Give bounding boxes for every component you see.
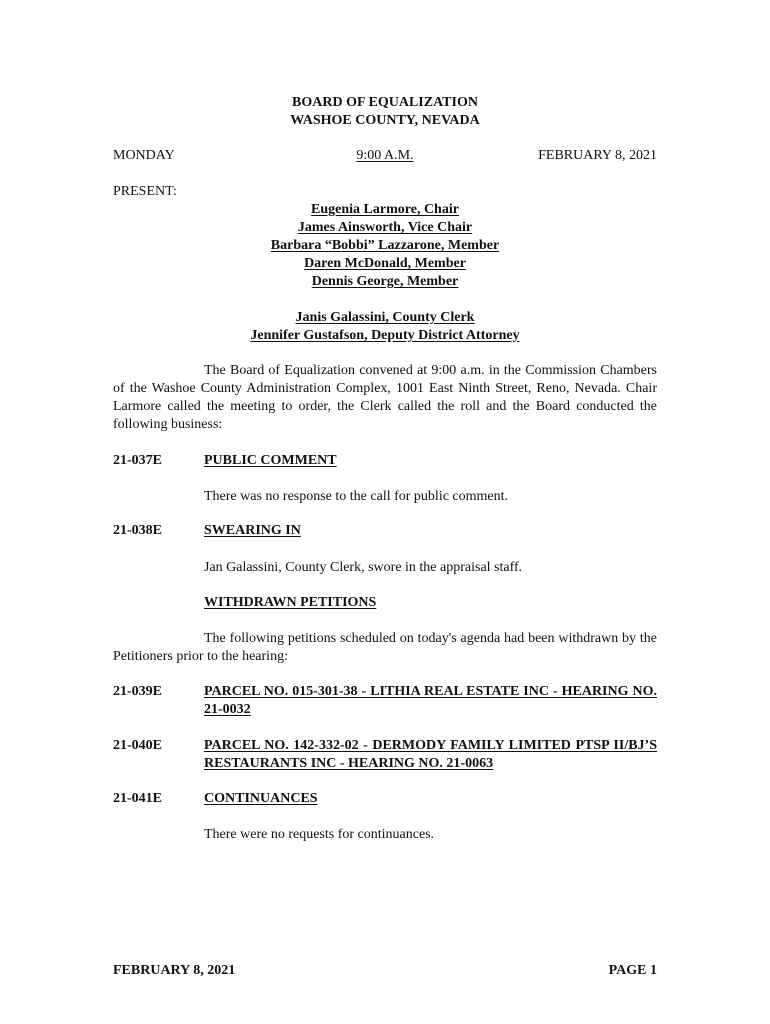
member-chair: Eugenia Larmore, Chair: [311, 202, 459, 217]
member-george: Dennis George, Member: [311, 274, 459, 289]
withdrawn-petitions-title: WITHDRAWN PETITIONS: [204, 595, 377, 610]
item-body-continuances: There were no requests for continuances.: [204, 827, 435, 842]
item-body-public-comment: There was no response to the call for public comment.: [204, 489, 509, 504]
item-title-continuances: CONTINUANCES: [204, 791, 318, 806]
item-number-039e: 21-039E: [113, 684, 162, 699]
item-number-037e: 21-037E: [113, 453, 162, 468]
footer-date: FEBRUARY 8, 2021: [113, 963, 236, 978]
meeting-date: FEBRUARY 8, 2021: [538, 148, 657, 163]
staff-deputy-da: Jennifer Gustafson, Deputy District Attorney: [250, 328, 520, 343]
meeting-time: 9:00 A.M.: [356, 148, 414, 163]
present-label: PRESENT:: [113, 184, 177, 199]
item-title-dermody: PARCEL NO. 142-332-02 - DERMODY FAMILY LIMITED PTSP II/BJ’S RESTAURANTS INC - HEARING NO. 21-0063: [204, 738, 657, 771]
meeting-day: MONDAY: [113, 148, 175, 163]
item-body-swearing-in: Jan Galassini, County Clerk, swore in the appraisal staff.: [204, 560, 523, 575]
item-title-public-comment: PUBLIC COMMENT: [204, 453, 337, 468]
document-title-line2: WASHOE COUNTY, NEVADA: [290, 113, 480, 128]
withdrawn-petitions-body: The following petitions scheduled on today's agenda had been withdrawn by the Petitioners prior to the hearing:: [113, 631, 657, 664]
staff-county-clerk: Janis Galassini, County Clerk: [295, 310, 475, 325]
member-lazzarone: Barbara “Bobbi” Lazzarone, Member: [270, 238, 500, 253]
item-title-swearing-in: SWEARING IN: [204, 523, 301, 538]
item-title-lithia: PARCEL NO. 015-301-38 - LITHIA REAL ESTATE INC - HEARING NO. 21-0032: [204, 684, 657, 717]
member-vice-chair: James Ainsworth, Vice Chair: [297, 220, 473, 235]
item-number-040e: 21-040E: [113, 738, 162, 753]
member-mcdonald: Daren McDonald, Member: [304, 256, 466, 271]
document-title-line1: BOARD OF EQUALIZATION: [292, 95, 478, 110]
footer-page-number: PAGE 1: [608, 963, 657, 978]
intro-paragraph: The Board of Equalization convened at 9:00 a.m. in the Commission Chambers of the Washoe County Administration Complex, 1001 East Ninth Street, Reno, Nevada. Chair Larmore called the meeting to order, the Clerk called the roll and the Board conducted the following business:: [113, 363, 657, 432]
item-number-041e: 21-041E: [113, 791, 162, 806]
item-number-038e: 21-038E: [113, 523, 162, 538]
